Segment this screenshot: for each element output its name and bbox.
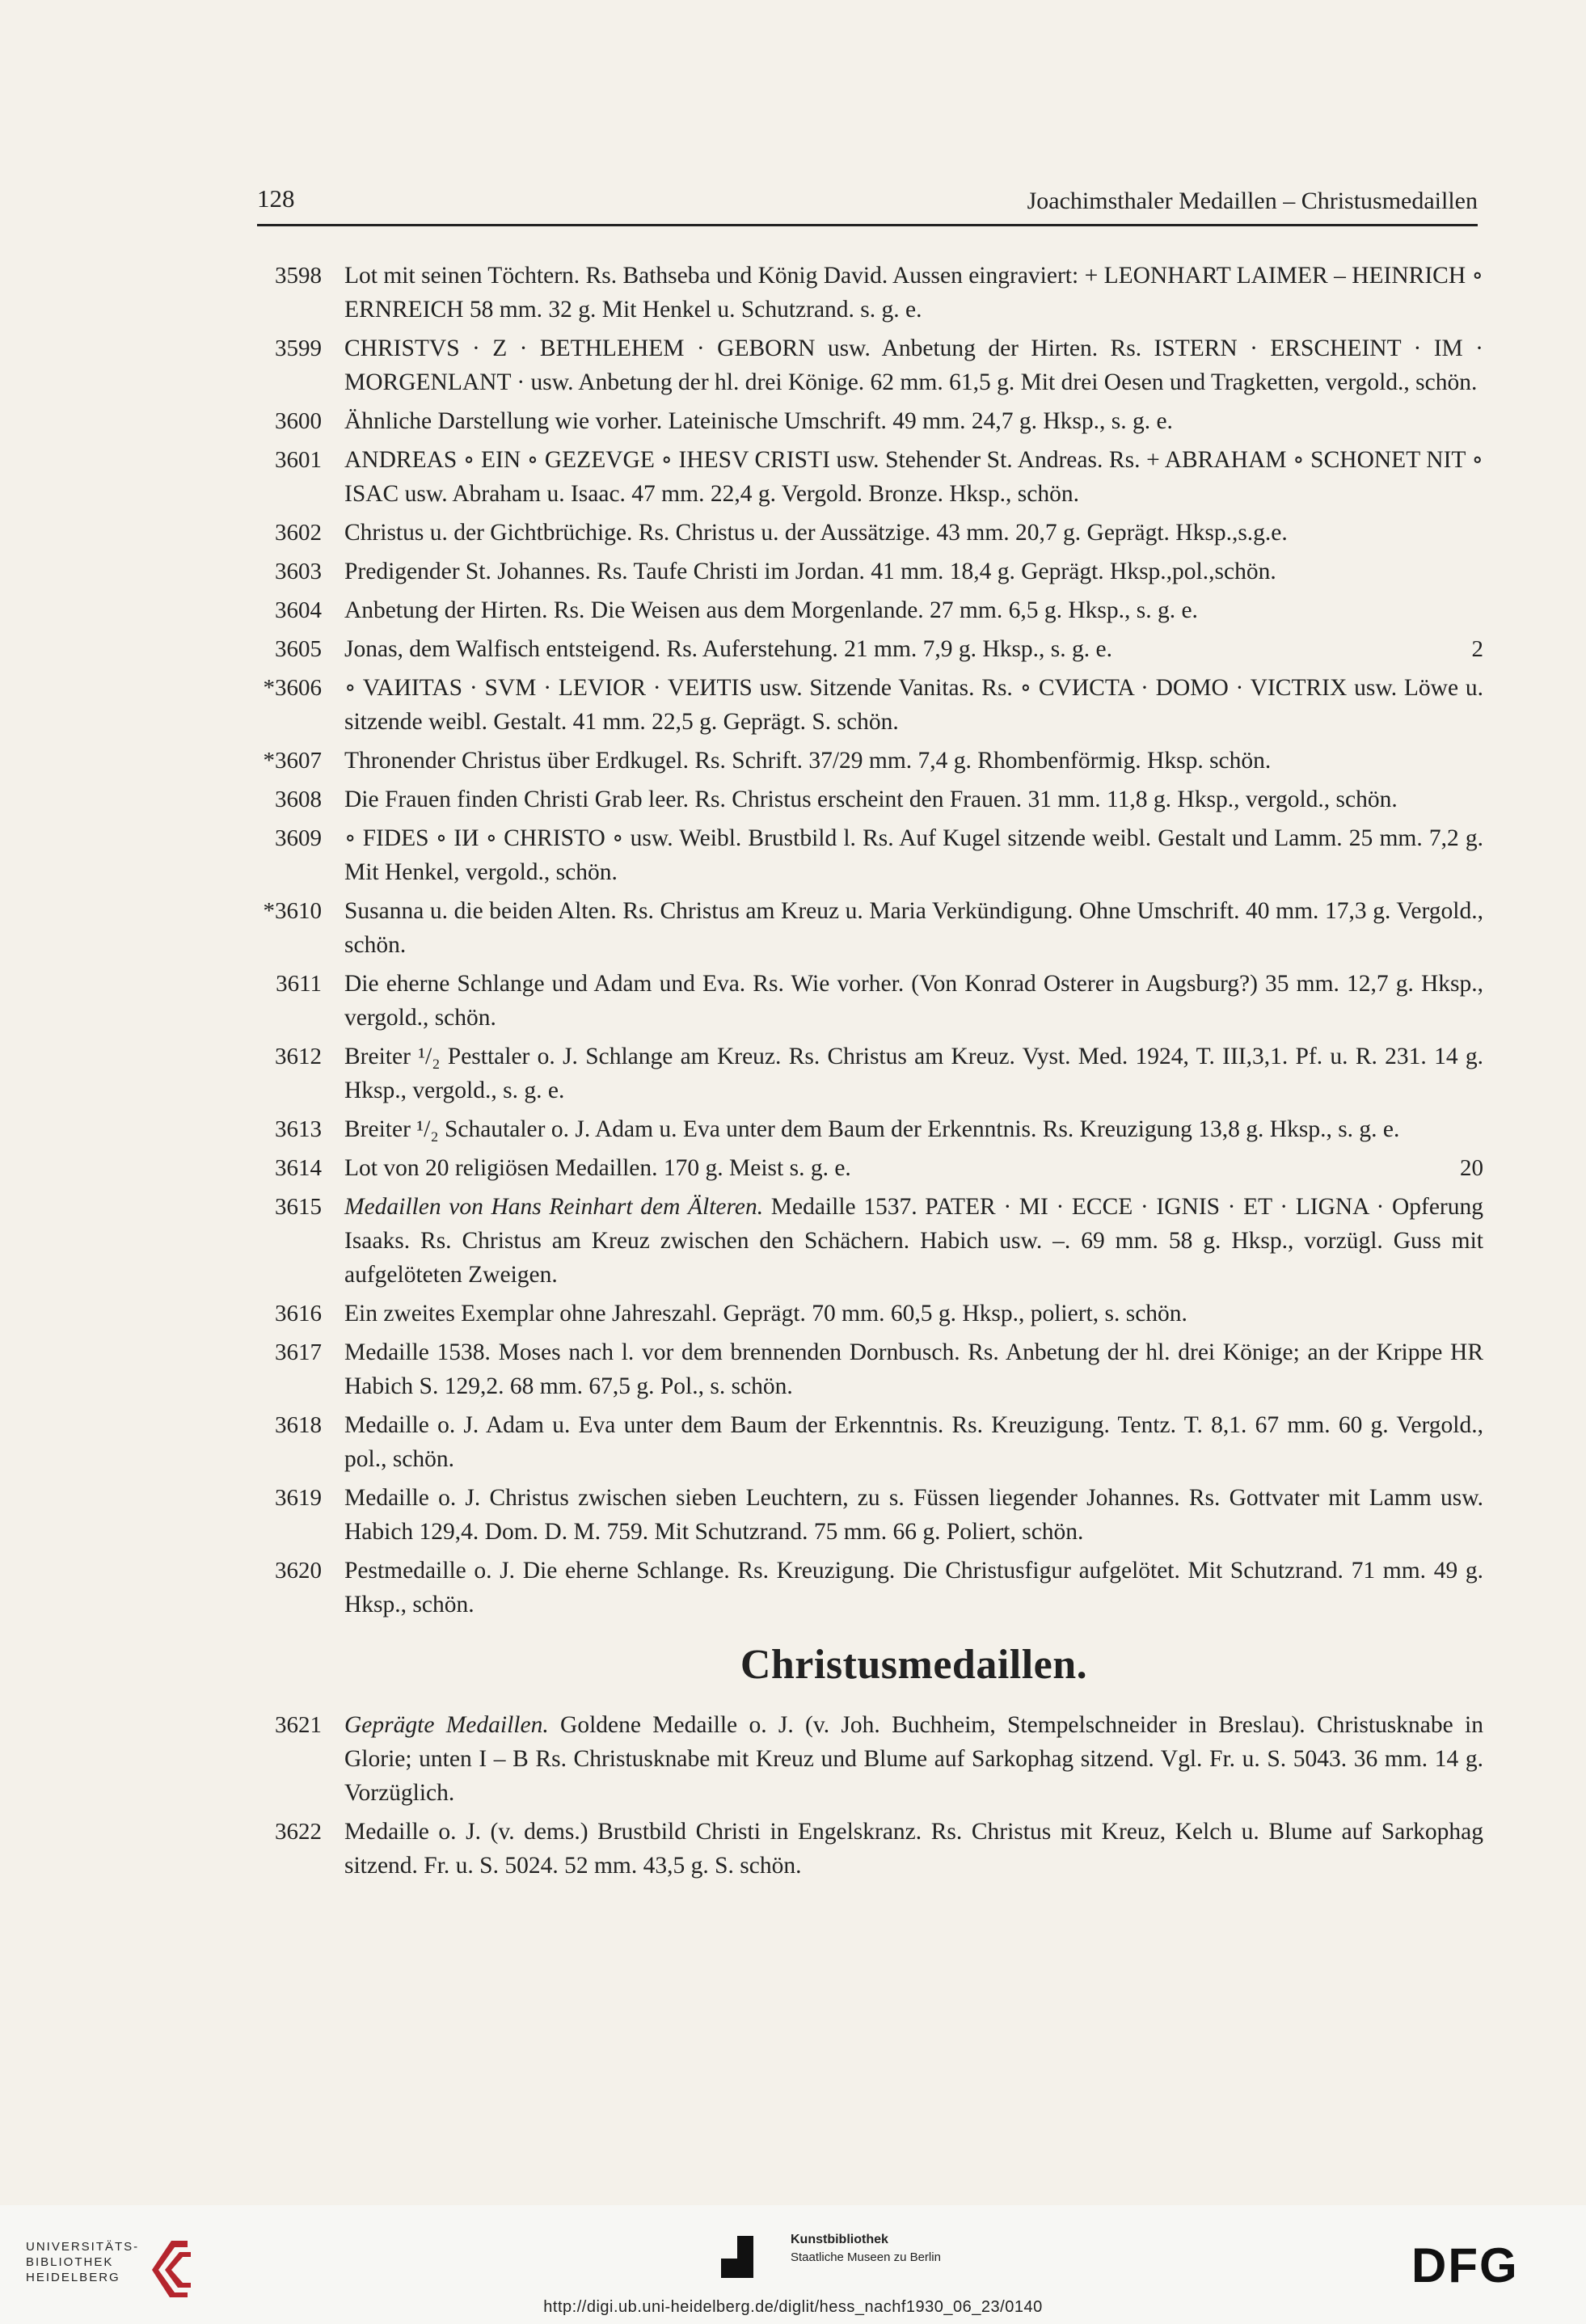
entry-description [344, 331, 1483, 399]
entry-description [344, 1408, 1483, 1476]
entry-list [243, 259, 1483, 1887]
entry-body-text: Medaille 1538. Moses nach l. vor dem brennenden Dornbusch. Rs. Anbetung der hl. drei Könige; an der Krippe HR Habich S. 129,2. 68 mm. 67,5 g. Pol., s. schön. [344, 1339, 1483, 1399]
entry-description [344, 1335, 1483, 1403]
catalog-entry [243, 1040, 1483, 1107]
permalink-url[interactable]: http://digi.ub.uni-heidelberg.de/diglit/hess_nachf1930_06_23/0140 [543, 2298, 1043, 2316]
entry-body-text: Medaille o. J. Adam u. Eva unter dem Baum der Erkenntnis. Rs. Kreuzigung. Tentz. T. 8,1. 67 mm. 60 g. Vergold., pol., schön. [344, 1412, 1483, 1472]
catalog-entry [243, 1408, 1483, 1476]
catalog-entry [243, 967, 1483, 1035]
catalog-entry [243, 404, 1483, 438]
entry-body-text: Ähnliche Darstellung wie vorher. Lateinische Umschrift. 49 mm. 24,7 g. Hksp., s. g. e. [344, 408, 1173, 434]
entry-number: 3612 [275, 1044, 322, 1069]
catalog-entry [243, 1554, 1483, 1622]
entry-body-text: ∘ VAИITAS · SVM · LEVIOR · VEИTIS usw. Sitzende Vanitas. Rs. ∘ CVИCTA · DOMO · VICTRIX usw. Löwe u. sitzende weibl. Gestalt. 41 mm. 22,5 g. Geprägt. S. schön. [344, 675, 1483, 735]
entry-description [344, 744, 1483, 778]
catalog-entry [243, 782, 1483, 816]
entry-number: 3603 [275, 559, 322, 584]
entry-number: *3606 [263, 675, 322, 701]
entry-number: *3610 [263, 898, 322, 924]
catalog-entry [243, 632, 1483, 666]
entry-number: 3608 [275, 787, 322, 812]
catalog-entry [243, 894, 1483, 962]
entry-description [344, 967, 1483, 1035]
catalog-entry [243, 744, 1483, 778]
entry-italic-heading: Medaillen von Hans Reinhart dem Älteren. [344, 1194, 764, 1220]
entry-body-text: Die Frauen finden Christi Grab leer. Rs. Christus erscheint den Frauen. 31 mm. 11,8 g. Hksp., vergold., schön. [344, 787, 1398, 812]
entry-number: 3621 [275, 1712, 322, 1738]
catalog-entry [243, 516, 1483, 550]
entry-lot-count: 2 [1471, 636, 1483, 662]
entry-description [344, 259, 1483, 327]
entry-number: 3619 [275, 1485, 322, 1511]
entry-number: 3616 [275, 1301, 322, 1326]
entry-number: 3611 [276, 971, 322, 997]
section-heading: Christusmedaillen. [740, 1642, 1088, 1688]
header-rule [257, 224, 1478, 226]
entry-body-text: Medaille o. J. (v. dems.) Brustbild Christi in Engelskranz. Rs. Christus mit Kreuz, Kelch u. Blume auf Sarkophag sitzend. Fr. u. S. 5024. 52 mm. 43,5 g. S. schön. [344, 1819, 1483, 1879]
catalog-entry [243, 1190, 1483, 1292]
entry-description [344, 1297, 1483, 1331]
entry-description [344, 782, 1483, 816]
entries-before [243, 259, 1483, 1622]
catalog-entry [243, 259, 1483, 327]
footer [0, 2205, 1586, 2324]
entry-number: *3607 [263, 748, 322, 774]
entry-body-text: Medaille o. J. Christus zwischen sieben Leuchtern, zu s. Füssen liegender Johannes. Rs. Gottvater mit Lamm usw. Habich 129,4. Dom. D. M. 759. Mit Schutzrand. 75 mm. 66 g. Poliert, schön. [344, 1485, 1483, 1545]
entry-description [344, 894, 1483, 962]
entry-description [344, 516, 1483, 550]
entry-number: 3620 [275, 1558, 322, 1584]
kunstbibliothek-mark-icon [721, 2236, 753, 2278]
entries-after [243, 1708, 1483, 1883]
kunstbibliothek-subtitle: Staatliche Museen zu Berlin [791, 2250, 941, 2264]
entry-number: 3609 [275, 825, 322, 851]
entry-number: 3622 [275, 1819, 322, 1845]
entry-body-text: Lot von 20 religiösen Medaillen. 170 g. Meist s. g. e. [344, 1155, 851, 1181]
entry-number: 3615 [275, 1194, 322, 1220]
entry-body-text: Pestmedaille o. J. Die eherne Schlange. Rs. Kreuzigung. Die Christusfigur aufgelötet. Mit Schutzrand. 71 mm. 49 g. Hksp., schön. [344, 1558, 1483, 1618]
entry-body-text: Goldene Medaille o. J. (v. Joh. Buchheim, Stempelschneider in Breslau). Christusknabe in Glorie; unten I – B Rs. Christusknabe mit Kreuz und Blume auf Sarkophag sitzend. Vgl. Fr. u. S. 5043. 36 mm. 14 g. Vorzüglich. [344, 1712, 1483, 1806]
entry-description [344, 1708, 1483, 1810]
catalog-entry [243, 593, 1483, 627]
entry-body-text: Breiter ¹/₂ Pesttaler o. J. Schlange am Kreuz. Rs. Christus am Kreuz. Vyst. Med. 1924, T. III,3,1. Pf. u. R. 231. 14 g. Hksp., vergold., s. g. e. [344, 1044, 1483, 1103]
catalog-entry [243, 821, 1483, 889]
ub-mark-icon [147, 2238, 192, 2297]
entry-body-text: Die eherne Schlange und Adam und Eva. Rs. Wie vorher. (Von Konrad Osterer in Augsburg?) 35 mm. 12,7 g. Hksp., vergold., schön. [344, 971, 1483, 1031]
entry-italic-heading: Geprägte Medaillen. [344, 1712, 549, 1738]
entry-number: 3618 [275, 1412, 322, 1438]
catalog-entry [243, 331, 1483, 399]
entry-body-text: Predigender St. Johannes. Rs. Taufe Christi im Jordan. 41 mm. 18,4 g. Geprägt. Hksp.,pol.,schön. [344, 559, 1276, 584]
entry-description [344, 1815, 1483, 1883]
entry-body-text: ANDREAS ∘ EIN ∘ GEZEVGE ∘ IHESV CRISTI usw. Stehender St. Andreas. Rs. + ABRAHAM ∘ SCHONET NIT ∘ ISAC usw. Abraham u. Isaac. 47 mm. 22,4 g. Vergold. Bronze. Hksp., schön. [344, 447, 1483, 507]
ub-heidelberg-logo[interactable] [26, 2239, 196, 2296]
entry-description [344, 555, 1483, 588]
entry-body-text: Susanna u. die beiden Alten. Rs. Christus am Kreuz u. Maria Verkündigung. Ohne Umschrift. 40 mm. 17,3 g. Vergold., schön. [344, 898, 1483, 958]
entry-number: 3604 [275, 597, 322, 623]
ub-logo-text: UNIVERSITÄTS- BIBLIOTHEK HEIDELBERG [26, 2240, 140, 2284]
entry-body-text: Jonas, dem Walfisch entsteigend. Rs. Auferstehung. 21 mm. 7,9 g. Hksp., s. g. e. [344, 636, 1112, 662]
entry-description [344, 593, 1483, 627]
catalog-entry [243, 1335, 1483, 1403]
entry-description [344, 1190, 1483, 1292]
entry-body-text: CHRISTVS · Z · BETHLEHEM · GEBORN usw. Anbetung der Hirten. Rs. ISTERN · ERSCHEINT · IM · MORGENLANT · usw. Anbetung der hl. drei Könige. 62 mm. 61,5 g. Mit drei Oesen und Tragketten, vergold., schön. [344, 335, 1483, 395]
entry-body-text: Lot mit seinen Töchtern. Rs. Bathseba und König David. Aussen eingraviert: + LEONHART LAIMER – HEINRICH ∘ ERNREICH 58 mm. 32 g. Mit Henkel u. Schutzrand. s. g. e. [344, 263, 1483, 323]
page-number: 128 [257, 184, 295, 213]
catalog-entry [243, 1112, 1483, 1146]
kunstbibliothek-logo[interactable] [721, 2231, 996, 2288]
catalog-entry [243, 1815, 1483, 1883]
running-head [257, 184, 1478, 221]
entry-body-text: Ein zweites Exemplar ohne Jahreszahl. Geprägt. 70 mm. 60,5 g. Hksp., poliert, s. schön. [344, 1301, 1187, 1326]
entry-number: 3613 [275, 1116, 322, 1142]
entry-number: 3605 [275, 636, 322, 662]
catalog-entry [243, 1297, 1483, 1331]
entry-number: 3599 [275, 335, 322, 361]
entry-description [344, 1040, 1483, 1107]
catalog-entry [243, 1481, 1483, 1549]
entry-description [344, 821, 1483, 889]
catalog-entry [243, 555, 1483, 588]
entry-description [344, 671, 1483, 739]
catalog-entry [243, 671, 1483, 739]
entry-body-text: ∘ FIDES ∘ IИ ∘ CHRISTO ∘ usw. Weibl. Brustbild l. Rs. Auf Kugel sitzende weibl. Gestalt und Lamm. 25 mm. 7,2 g. Mit Henkel, vergold., schön. [344, 825, 1483, 885]
kunstbibliothek-name: Kunstbibliothek [791, 2233, 888, 2246]
entry-description [344, 443, 1483, 511]
entry-lot-count: 20 [1460, 1155, 1483, 1181]
entry-body-text: Christus u. der Gichtbrüchige. Rs. Christus u. der Aussätzige. 43 mm. 20,7 g. Geprägt. Hksp.,s.g.e. [344, 520, 1288, 546]
running-title: Joachimsthaler Medaillen – Christusmedaillen [1027, 188, 1478, 214]
entry-description [344, 1151, 1483, 1185]
catalog-entry [243, 1151, 1483, 1185]
entry-number: 3614 [275, 1155, 322, 1181]
entry-body-text: Medaille 1537. PATER · MI · ECCE · IGNIS · ET · LIGNA · Opferung Isaaks. Rs. Christus am Kreuz zwischen den Schächern. Habich usw. –. 69 mm. 58 g. Hksp., vorzügl. Guss mit aufgelöteten Zweigen. [344, 1194, 1483, 1288]
entry-body-text: Thronender Christus über Erdkugel. Rs. Schrift. 37/29 mm. 7,4 g. Rhombenförmig. Hksp. schön. [344, 748, 1272, 774]
entry-description [344, 1481, 1483, 1549]
entry-description [344, 1554, 1483, 1622]
entry-number: 3600 [275, 408, 322, 434]
entry-description [344, 404, 1483, 438]
catalog-entry [243, 1708, 1483, 1810]
entry-number: 3617 [275, 1339, 322, 1365]
entry-description [344, 632, 1483, 666]
entry-body-text: Breiter ¹/₂ Schautaler o. J. Adam u. Eva unter dem Baum der Erkenntnis. Rs. Kreuzigung 13,8 g. Hksp., s. g. e. [344, 1116, 1400, 1142]
entry-body-text: Anbetung der Hirten. Rs. Die Weisen aus dem Morgenlande. 27 mm. 6,5 g. Hksp., s. g. e. [344, 597, 1198, 623]
entry-number: 3601 [275, 447, 322, 473]
entry-description [344, 1112, 1483, 1146]
entry-number: 3598 [275, 263, 322, 289]
catalog-entry [243, 443, 1483, 511]
entry-number: 3602 [275, 520, 322, 546]
dfg-logo[interactable]: DFG [1411, 2238, 1519, 2292]
